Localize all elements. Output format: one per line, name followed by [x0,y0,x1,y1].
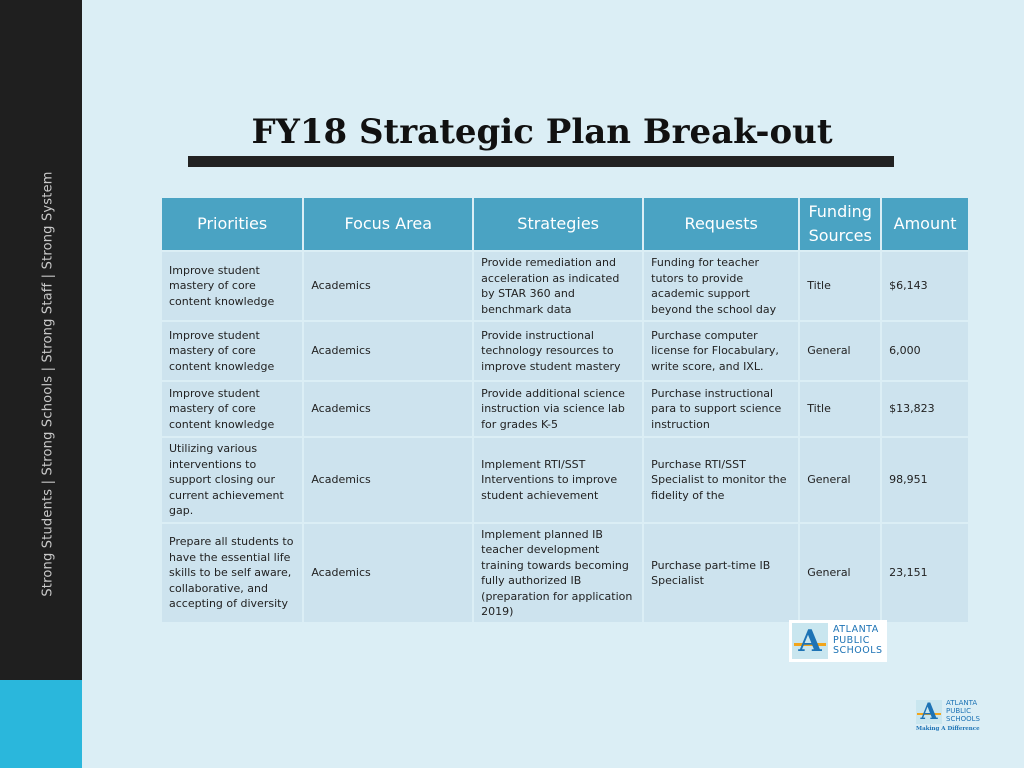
cell-amount: $6,143 [882,252,968,320]
footer-logo-letter: A [920,699,938,725]
sidebar-accent-block [0,680,82,768]
sidebar-tagline: Strong Students | Strong Schools | Strong Staff | Strong System [40,171,56,597]
header-funding-sources: Funding Sources [800,198,880,250]
cell-strategy: Implement planned IB teacher development training towards becoming fully authorized IB (preparation for application 2019) [474,524,642,622]
header-requests: Requests [644,198,798,250]
cell-focus-area: Academics [304,382,472,436]
sidebar [0,0,82,680]
cell-funding-source: Title [800,382,880,436]
cell-focus-area: Academics [304,438,472,522]
header-focus-area: Focus Area [304,198,472,250]
aps-logo-mark-icon [792,623,828,659]
table-row [162,322,968,380]
cell-request: Purchase computer license for Flocabulary, write score, and IXL. [644,322,798,380]
cell-strategy: Provide additional science instruction via science lab for grades K-5 [474,382,642,436]
table-row [162,382,968,436]
strategic-plan-table [160,196,970,624]
logo-line: ATLANTA [833,624,879,636]
cell-focus-area: Academics [304,322,472,380]
logo-wordmark [833,625,883,657]
footer-logo-tagline: Making A Difference [916,726,980,732]
cell-request: Funding for teacher tutors to provide academic support beyond the school day [644,252,798,320]
cell-focus-area: Academics [304,524,472,622]
logo-line: SCHOOLS [833,645,883,657]
cell-request: Purchase instructional para to support science instruction [644,382,798,436]
cell-funding-source: Title [800,252,880,320]
cell-request: Purchase RTI/SST Specialist to monitor the fidelity of the [644,438,798,522]
cell-priority: Improve student mastery of core content knowledge [162,252,302,320]
cell-priority: Prepare all students to have the essential life skills to be self aware, collaborative, and accepting of diversity [162,524,302,622]
logo-line: ATLANTA [946,699,978,707]
logo-line: SCHOOLS [946,715,980,723]
header-strategies: Strategies [474,198,642,250]
header-priorities: Priorities [162,198,302,250]
cell-request: Purchase part-time IB Specialist [644,524,798,622]
cell-amount: 6,000 [882,322,968,380]
table-row [162,252,968,320]
logo-line: PUBLIC [946,707,971,715]
cell-focus-area: Academics [304,252,472,320]
aps-footer-logo-mark-icon [916,700,942,724]
logo-letter: A [798,623,822,659]
cell-strategy: Implement RTI/SST Interventions to improve student achievement [474,438,642,522]
footer-logo-wordmark [946,699,980,723]
cell-priority: Improve student mastery of core content knowledge [162,322,302,380]
atlanta-public-schools-logo [789,620,887,662]
cell-amount: 98,951 [882,438,968,522]
cell-funding-source: General [800,322,880,380]
cell-amount: $13,823 [882,382,968,436]
table-row [162,524,968,622]
logo-line: PUBLIC [833,634,870,646]
cell-strategy: Provide instructional technology resources to improve student mastery [474,322,642,380]
table-header-row [162,198,968,250]
cell-amount: 23,151 [882,524,968,622]
cell-funding-source: General [800,438,880,522]
title-underline [188,156,894,167]
page-title: FY18 Strategic Plan Break-out [251,112,833,152]
header-amount: Amount [882,198,968,250]
aps-footer-logo [916,698,988,734]
cell-priority: Improve student mastery of core content knowledge [162,382,302,436]
cell-strategy: Provide remediation and acceleration as indicated by STAR 360 and benchmark data [474,252,642,320]
cell-priority: Utilizing various interventions to support closing our current achievement gap. [162,438,302,522]
cell-funding-source: General [800,524,880,622]
table-row [162,438,968,522]
